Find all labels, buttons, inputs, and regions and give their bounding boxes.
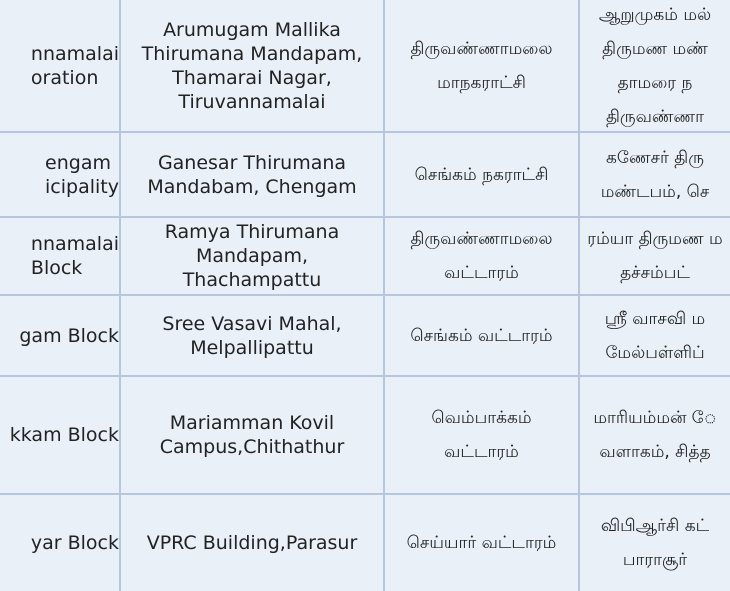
table-row-3-tamil-venue: ஸ்ரீ வாசவி ம மேல்பள்ளிப் [604,308,706,363]
table-row-2-tamil-area: திருவண்ணாமலை வட்டாரம் [410,229,553,283]
table-row-4-venue: Mariamman Kovil Campus,Chithathur [159,412,345,458]
table-row-4-tamil-area: வெம்பாக்கம் வட்டாரம் [431,408,532,462]
table-row-2-tamil-venue: ரம்யா திருமண ம தச்சம்பட் [587,229,723,283]
table-row-1-tamil-venue: கணேசர் திரு மண்டபம், செ [600,147,710,202]
table-row-0-venue: Arumugam Mallika Thirumana Mandapam, Thamarai Nagar, Tiruvannamalai [141,18,363,113]
table-row-1-tamil-area: செங்கம் நகராட்சி [414,164,549,185]
table-row-3-tamil-area: செங்கம் வட்டாரம் [410,325,553,346]
table-row-4-area: kkam Block [9,424,119,446]
table-row-0-tamil-venue: ஆறுமுகம் மல் திருமண மண் தாமரை ந திருவண்ணா [598,4,712,127]
table-row-0-tamil-area: திருவண்ணாமலை மாநகராட்சி [410,38,553,93]
table-row-5-tamil-venue: விபிஆர்சி கட் பாராசூர் [600,516,710,570]
table-row-2-area: nnamalai Block [30,233,119,279]
table-row-1-venue: Ganesar Thirumana Mandabam, Chengam [147,151,357,198]
table-row-5-venue: VPRC Building,Parasur [146,532,358,554]
table-row-2-venue: Ramya Thirumana Mandapam, Thachampattu [164,221,340,291]
table-row-5-tamil-area: செய்யார் வட்டாரம் [406,533,557,553]
table-row-4-tamil-venue: மாரியம்மன் ே வளாகம், சித்த [593,408,717,462]
table-row-5-area: yar Block [30,532,119,554]
table-row-3-venue: Sree Vasavi Mahal, Melpallipattu [162,312,342,359]
table-row-1-area: engam icipality [45,151,119,198]
table-row-0-area: nnamalai oration [30,42,119,89]
table-row-3-area: gam Block [19,324,119,347]
